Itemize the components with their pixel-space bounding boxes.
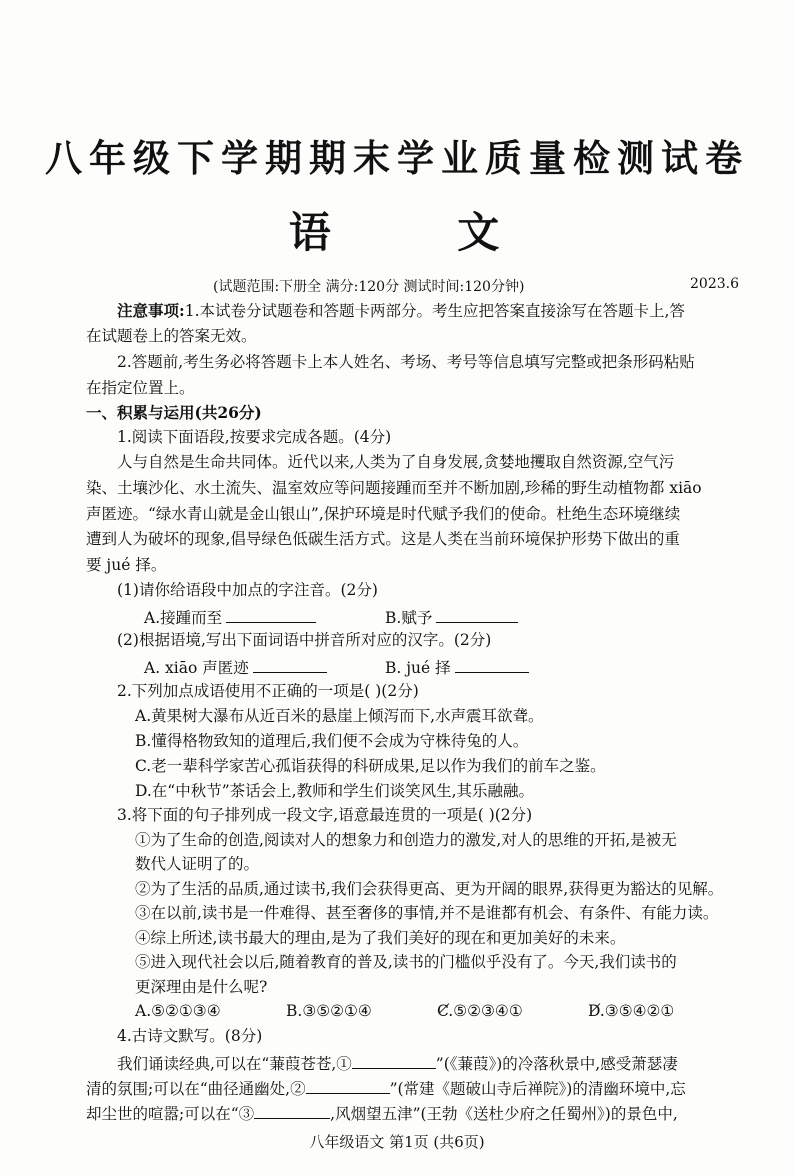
q3-choice-b: B.③⑤②①④	[286, 1002, 372, 1020]
q1-passage-4: 遭到人为破坏的现象,倡导绿色低碳生活方式。这是人类在当前环境保护形势下做出的重	[86, 530, 680, 548]
q1-sub1: (1)请你给语段中加点的字注音。(2分)	[117, 581, 378, 599]
q2-stem: 2.下列加点成语使用不正确的一项是( )(2分)	[117, 682, 419, 700]
q3-stem: 3.将下面的句子排列成一段文字,语意最连贯的一项是( )(2分)	[117, 806, 533, 824]
answer-blank[interactable]	[254, 1104, 330, 1119]
q3-line-2: 数代人证明了的。	[135, 855, 260, 873]
q3-line-6: ⑤进入现代社会以后,随着教育的普及,读书的门槛似乎没有了。今天,我们读书的	[135, 953, 677, 971]
exam-date: 2023.6	[690, 276, 739, 292]
q1-sub2-b: B. jué 择	[385, 658, 529, 677]
q1-passage-2: 染、土壤沙化、水土流失、温室效应等问题接踵而至并不断加剧,珍稀的野生动植物都 xiāo	[86, 479, 702, 497]
q1-sub1-b: B.赋予	[385, 608, 518, 627]
q4-line-3: 却尘世的喧嚣;可以在“③ ,风烟望五津”(王勃《送杜少府之任蜀州》)的景色中,	[86, 1105, 678, 1123]
notice-line-2: 在试题卷上的答案无效。	[86, 327, 257, 345]
q3-line-5: ④综上所述,读书最大的理由,是为了我们美好的现在和更加美好的未来。	[135, 929, 626, 947]
q4-stem: 4.古诗文默写。(8分)	[117, 1027, 263, 1045]
q4-line-1: 我们诵读经典,可以在“蒹葭苍苍,① ”(《蒹葭》)的冷落秋景中,感受萧瑟凄	[117, 1055, 678, 1073]
q3-line-3: ②为了生活的品质,通过读书,我们会获得更高、更为开阔的眼界,获得更为豁达的见解。	[135, 880, 724, 898]
q3-choice-c: C.⑤②③④①	[437, 1002, 523, 1020]
exam-title: 八年级下学期期末学业质量检测试卷	[45, 137, 749, 180]
q2-option-c: C.老一辈科学家苦心孤诣获得的科研成果,足以作为我们的前车之鉴。	[135, 757, 606, 775]
q1-sub2-a: A. xiāo 声匿迹	[144, 658, 327, 677]
q1-passage-1: 人与自然是生命共同体。近代以来,人类为了自身发展,贪婪地攫取自然资源,空气污	[117, 453, 675, 471]
exam-meta: (试题范围:下册全 满分:120分 测试时间:120分钟)	[213, 279, 525, 295]
q1-stem: 1.阅读下面语段,按要求完成各题。(4分)	[117, 428, 392, 446]
page-footer: 八年级语文 第1页 (共6页)	[309, 1133, 485, 1151]
q3-line-7: 更深理由是什么呢?	[135, 978, 268, 996]
q3-choice-a: A.⑤②①③④	[135, 1002, 221, 1020]
subject-title: 语 文	[288, 208, 556, 257]
q1-sub1-a: A.接踵而至	[144, 608, 316, 627]
notice-line-3: 2.答题前,考生务必将答题卡上本人姓名、考场、考号等信息填写完整或把条形码粘贴	[117, 353, 695, 371]
answer-blank[interactable]	[352, 1054, 436, 1069]
q2-option-d: D.在“中秋节”茶话会上,教师和学生们谈笑风生,其乐融融。	[135, 782, 535, 800]
q3-choice-d: D.③⑤④②①	[588, 1002, 675, 1020]
notice-text-1: 1.本试卷分试题卷和答题卡两部分。考生应把答案直接涂写在答题卡上,答	[184, 302, 685, 320]
section-heading: 一、积累与运用(共26分)	[86, 403, 262, 422]
answer-blank[interactable]	[306, 1079, 390, 1094]
notice-line-4: 在指定位置上。	[86, 379, 195, 397]
answer-blank[interactable]	[226, 608, 316, 623]
notice-label: 注意事项:	[117, 301, 185, 320]
q1-sub2: (2)根据语境,写出下面词语中拼音所对应的汉字。(2分)	[117, 631, 492, 649]
q2-option-b: B.懂得格物致知的道理后,我们便不会成为守株待兔的人。	[135, 732, 529, 750]
answer-blank[interactable]	[253, 658, 327, 673]
answer-blank[interactable]	[455, 658, 529, 673]
q3-line-1: ①为了生命的创造,阅读对人的想象力和创造力的激发,对人的思维的开拓,是被无	[135, 831, 677, 849]
q3-line-4: ③在以前,读书是一件难得、甚至奢侈的事情,并不是谁都有机会、有条件、有能力读。	[135, 904, 719, 922]
notice-line-1	[117, 303, 685, 320]
answer-blank[interactable]	[436, 608, 518, 623]
q4-line-2: 清的氛围;可以在“曲径通幽处,② ”(常建《题破山寺后禅院》)的清幽环境中,忘	[86, 1080, 686, 1098]
q1-passage-5: 要 jué 择。	[86, 556, 167, 574]
q2-option-a: A.黄果树大瀑布从近百米的悬崖上倾泻而下,水声震耳欲聋。	[135, 707, 544, 725]
q1-passage-3: 声匿迹。“绿水青山就是金山银山”,保护环境是时代赋予我们的使命。杜绝生态环境继续	[86, 505, 681, 523]
